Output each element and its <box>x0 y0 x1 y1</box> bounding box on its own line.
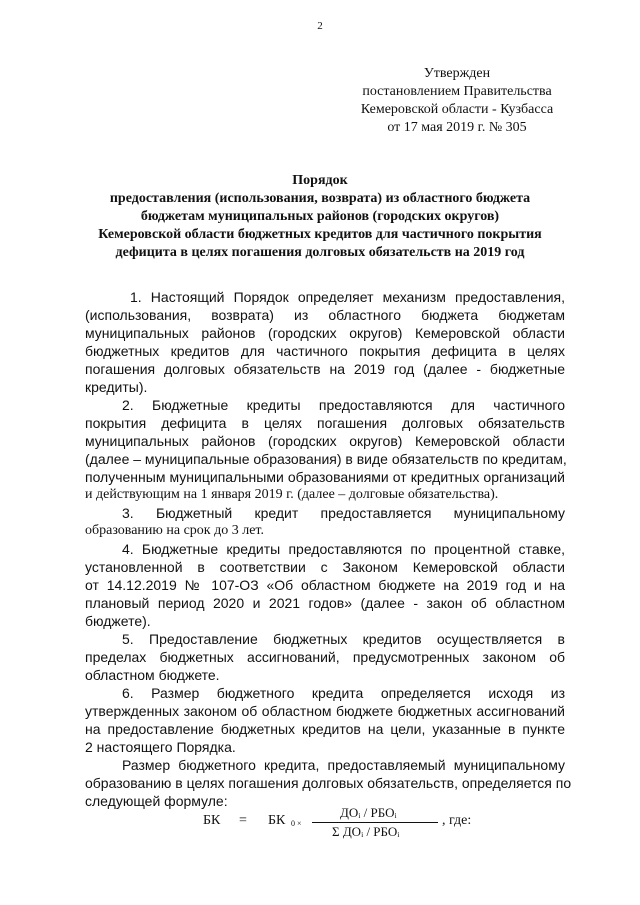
body-line: утвержденных законом об областном бюджете бюджетных ассигнований <box>85 703 565 719</box>
body-line: 4. Бюджетные кредиты предоставляются по процентной ставке, <box>122 541 565 557</box>
body-line: областном бюджете. <box>85 667 220 683</box>
body-line: от 14.12.2019 № 107-ОЗ «Об областном бюджете на 2019 год и на <box>85 577 565 593</box>
body-line: (использования, возврата) из областного бюджета бюджетам <box>85 307 565 323</box>
title-line: бюджетам муниципальных районов (городских округов) <box>140 209 500 224</box>
body-line: и действующим на 1 января 2019 г. (далее – долговые обязательства). <box>85 487 499 502</box>
approval-line: Утвержден <box>423 66 491 81</box>
body-line: следующей формуле: <box>85 793 228 809</box>
body-line: бюджете). <box>85 613 151 629</box>
title-line: дефицита в целях погашения долговых обязательств на 2019 год <box>115 245 525 260</box>
fraction-bar <box>312 822 438 823</box>
body-line: кредиты). <box>85 379 148 395</box>
approval-line: Кемеровской области - Кузбасса <box>360 102 554 117</box>
approval-line: постановлением Правительства <box>362 84 552 99</box>
document-title <box>70 172 570 262</box>
title-line: предоставления (использования, возврата) из областного бюджета <box>109 191 531 206</box>
body-line: 2 настоящего Порядка. <box>85 739 236 755</box>
body-line: на предоставление бюджетных кредитов на цели, указанные в пункте <box>85 721 565 737</box>
body-line: бюджетных кредитов для частичного покрытия дефицита в целях <box>85 343 565 359</box>
body-line: 2. Бюджетные кредиты предоставляются для частичного <box>122 397 565 413</box>
body-line: погашения долговых обязательств на 2019 год (далее - бюджетные <box>85 361 565 377</box>
body-line: полученным муниципальными образованиями от кредитных организаций <box>85 469 565 485</box>
formula-numerator: ДОᵢ / РБОᵢ <box>340 805 397 820</box>
body-line: 6. Размер бюджетного кредита определяется исходя из <box>122 685 565 701</box>
body-line: образованию на срок до 3 лет. <box>85 523 264 538</box>
body-line: 3. Бюджетный кредит предоставляется муниципальному <box>122 505 565 521</box>
body-line: образованию в целях погашения долговых обязательств, определяется по <box>85 775 572 791</box>
title-line: Порядок <box>292 173 348 188</box>
formula-term: БК <box>268 813 286 828</box>
body-line: покрытия дефицита в целях погашения долговых обязательств <box>85 415 565 431</box>
title-line: Кемеровской области бюджетных кредитов для частичного покрытия <box>98 227 542 242</box>
formula-equals: = <box>239 813 247 828</box>
page-number: 2 <box>317 20 323 32</box>
body-line: установленной в соответствии с Законом Кемеровской области <box>85 559 565 575</box>
formula-term-subscript: 0 × <box>291 819 302 828</box>
body-line: 1. Настоящий Порядок определяет механизм предоставления, <box>130 289 565 305</box>
approval-line: от 17 мая 2019 г. № 305 <box>387 120 527 135</box>
body-line: 5. Предоставление бюджетных кредитов осуществляется в <box>122 631 565 647</box>
body-line: муниципальных районов (городских округов) Кемеровской области <box>85 325 565 341</box>
formula-lhs: БК <box>203 813 221 828</box>
body-line: пределах бюджетных ассигнований, предусмотренных законом об <box>85 649 565 665</box>
body-line: муниципальных районов (городских округов) Кемеровской области <box>85 433 565 449</box>
approval-stamp <box>352 65 562 137</box>
formula-denominator: Σ ДОᵢ / РБОᵢ <box>332 824 400 839</box>
formula-suffix: , где: <box>442 813 472 828</box>
body-line: (далее – муниципальные образования) в виде обязательств по кредитам, <box>85 451 567 467</box>
credit-formula <box>0 805 640 848</box>
body-line: плановый период 2020 и 2021 годов» (далее - закон об областном <box>85 595 565 611</box>
body-line: Размер бюджетного кредита, предоставляемый муниципальному <box>122 757 565 773</box>
